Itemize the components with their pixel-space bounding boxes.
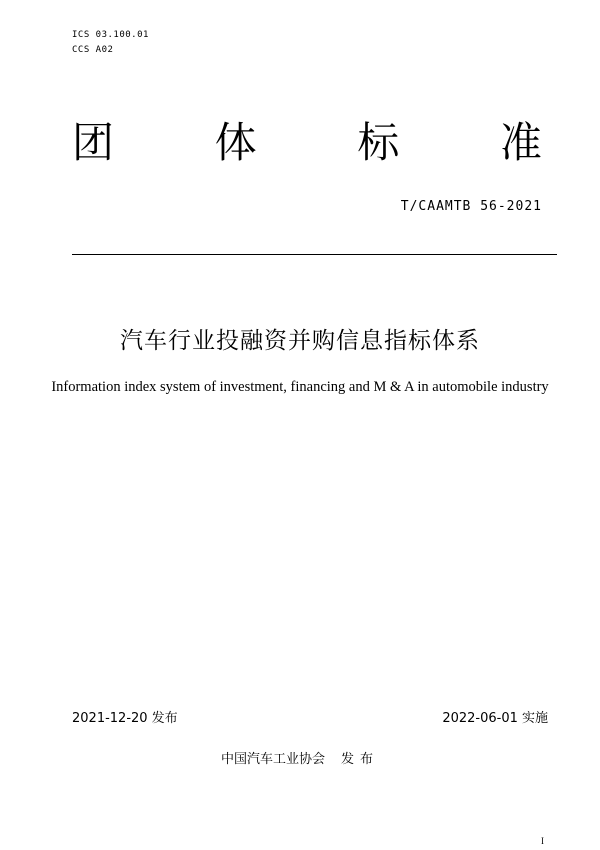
ics-code: ICS 03.100.01 [72, 30, 149, 40]
publisher-line [0, 748, 600, 767]
standard-number: T/CAAMTB 56-2021 [400, 199, 542, 214]
document-title-english: Information index system of investment, financing and M & A in automobile industry [51, 379, 549, 395]
implementation-date: 2022-06-01 实施 [442, 711, 548, 726]
issue-date: 2021-12-20 发布 [72, 711, 178, 726]
standard-type-char-3: 标 [357, 118, 400, 167]
publisher-verb: 发布 [341, 752, 380, 767]
standard-type-char-2: 体 [214, 118, 257, 167]
publisher-name: 中国汽车工业协会 [220, 752, 325, 767]
ccs-code: CCS A02 [72, 45, 114, 55]
standard-type-char-1: 团 [72, 118, 115, 167]
header-divider [72, 254, 557, 255]
page-number: I [541, 836, 544, 846]
standard-type-char-4: 准 [499, 118, 542, 167]
standard-type-heading [72, 118, 542, 168]
document-title-chinese: 汽车行业投融资并购信息指标体系 [120, 328, 480, 354]
